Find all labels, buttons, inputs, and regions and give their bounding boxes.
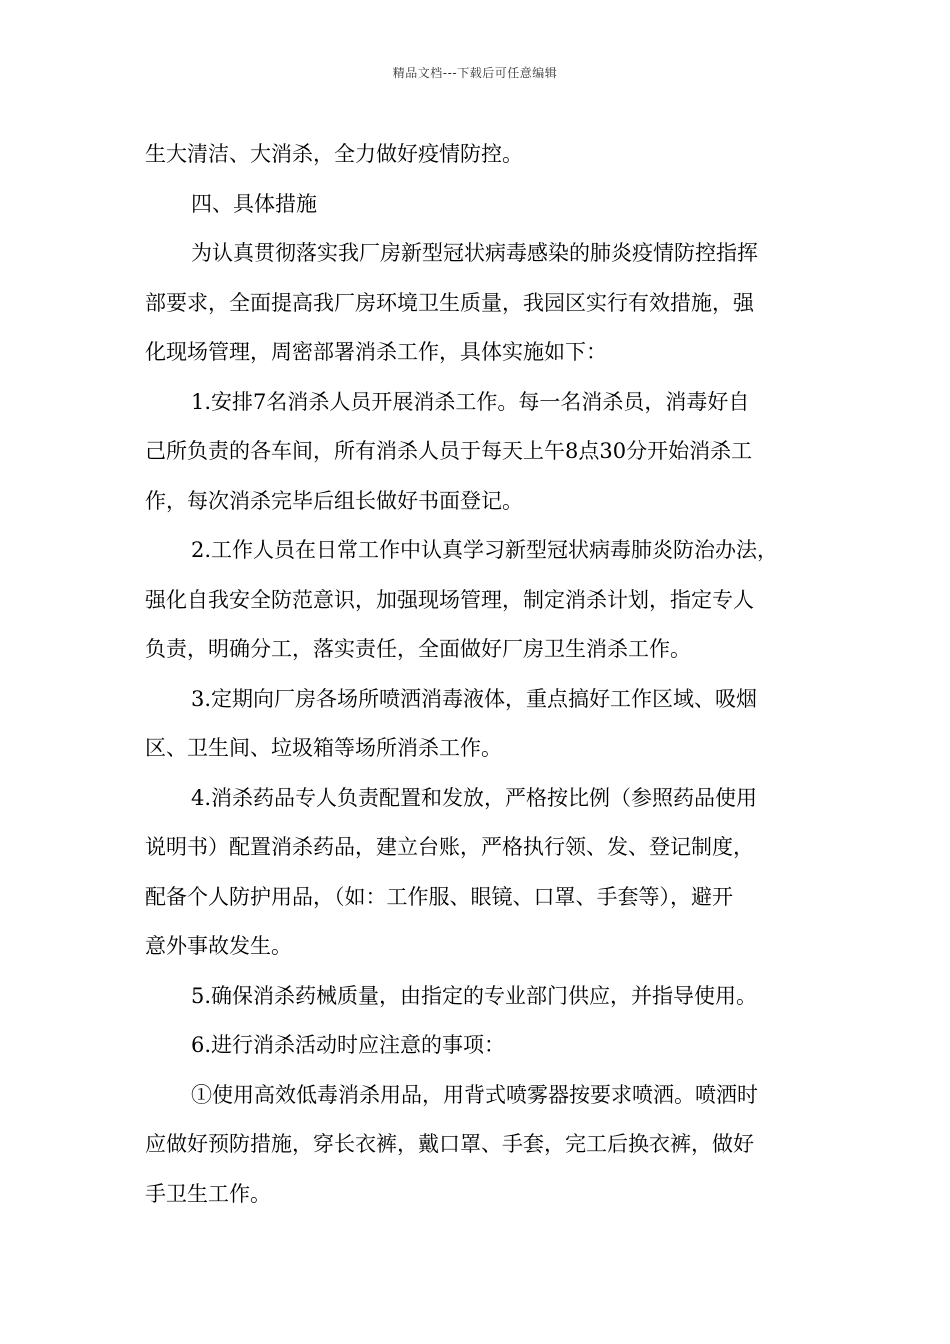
text-line: 配备个人防护用品，（如：工作服、眼镜、口罩、手套等），避开 bbox=[145, 884, 733, 909]
list-item-1-line: 1.安排7名消杀人员开展消杀工作。每一名消杀员，消毒好自 bbox=[191, 389, 750, 414]
text-line: 意外事故发生。 bbox=[145, 934, 292, 958]
text-line: 区、卫生间、垃圾箱等场所消杀工作。 bbox=[145, 736, 502, 760]
text-line: 说明书）配置消杀药品，建立台账，严格执行领、发、登记制度， bbox=[145, 835, 754, 859]
text-line: 作，每次消杀完毕后组长做好书面登记。 bbox=[145, 488, 523, 513]
list-item-5-line: 5.确保消杀药械质量，由指定的专业部门供应，并指导使用。 bbox=[191, 983, 758, 1008]
document-body bbox=[145, 130, 810, 1219]
text-line: 为认真贯彻落实我厂房新型冠状病毒感染的肺炎疫情防控指挥 bbox=[191, 241, 758, 265]
list-item-6-line: 6.进行消杀活动时应注意的事项： bbox=[191, 1033, 506, 1057]
text-line: 生大清洁、大消杀，全力做好疫情防控。 bbox=[145, 142, 523, 166]
text-line: 强化自我安全防范意识，加强现场管理，制定消杀计划，指定专人 bbox=[145, 587, 754, 612]
sub-item-1-line: ①使用高效低毒消杀用品，用背式喷雾器按要求喷洒。喷洒时 bbox=[191, 1082, 758, 1107]
text-line: 应做好预防措施，穿长衣裤，戴口罩、手套，完工后换衣裤，做好 bbox=[145, 1132, 754, 1156]
text-line: 己所负责的各车间，所有消杀人员于每天上午8点30分开始消杀工 bbox=[145, 439, 753, 463]
text-line: 化现场管理，周密部署消杀工作，具体实施如下： bbox=[145, 340, 607, 364]
list-item-3-line: 3.定期向厂房各场所喷洒消毒液体，重点搞好工作区域、吸烟 bbox=[191, 686, 758, 711]
page-header: 精品文档---下载后可任意编辑 bbox=[392, 66, 558, 80]
section-heading: 四、具体措施 bbox=[191, 191, 317, 216]
list-item-4-line: 4.消杀药品专人负责配置和发放，严格按比例（参照药品使用 bbox=[191, 785, 758, 810]
text-line: 手卫生工作。 bbox=[145, 1181, 271, 1206]
list-item-2-line: 2.工作人员在日常工作中认真学习新型冠状病毒肺炎防治办法， bbox=[191, 538, 779, 562]
text-line: 负责，明确分工，落实责任，全面做好厂房卫生消杀工作。 bbox=[145, 637, 691, 661]
text-line: 部要求，全面提高我厂房环境卫生质量，我园区实行有效措施，强 bbox=[145, 290, 754, 315]
